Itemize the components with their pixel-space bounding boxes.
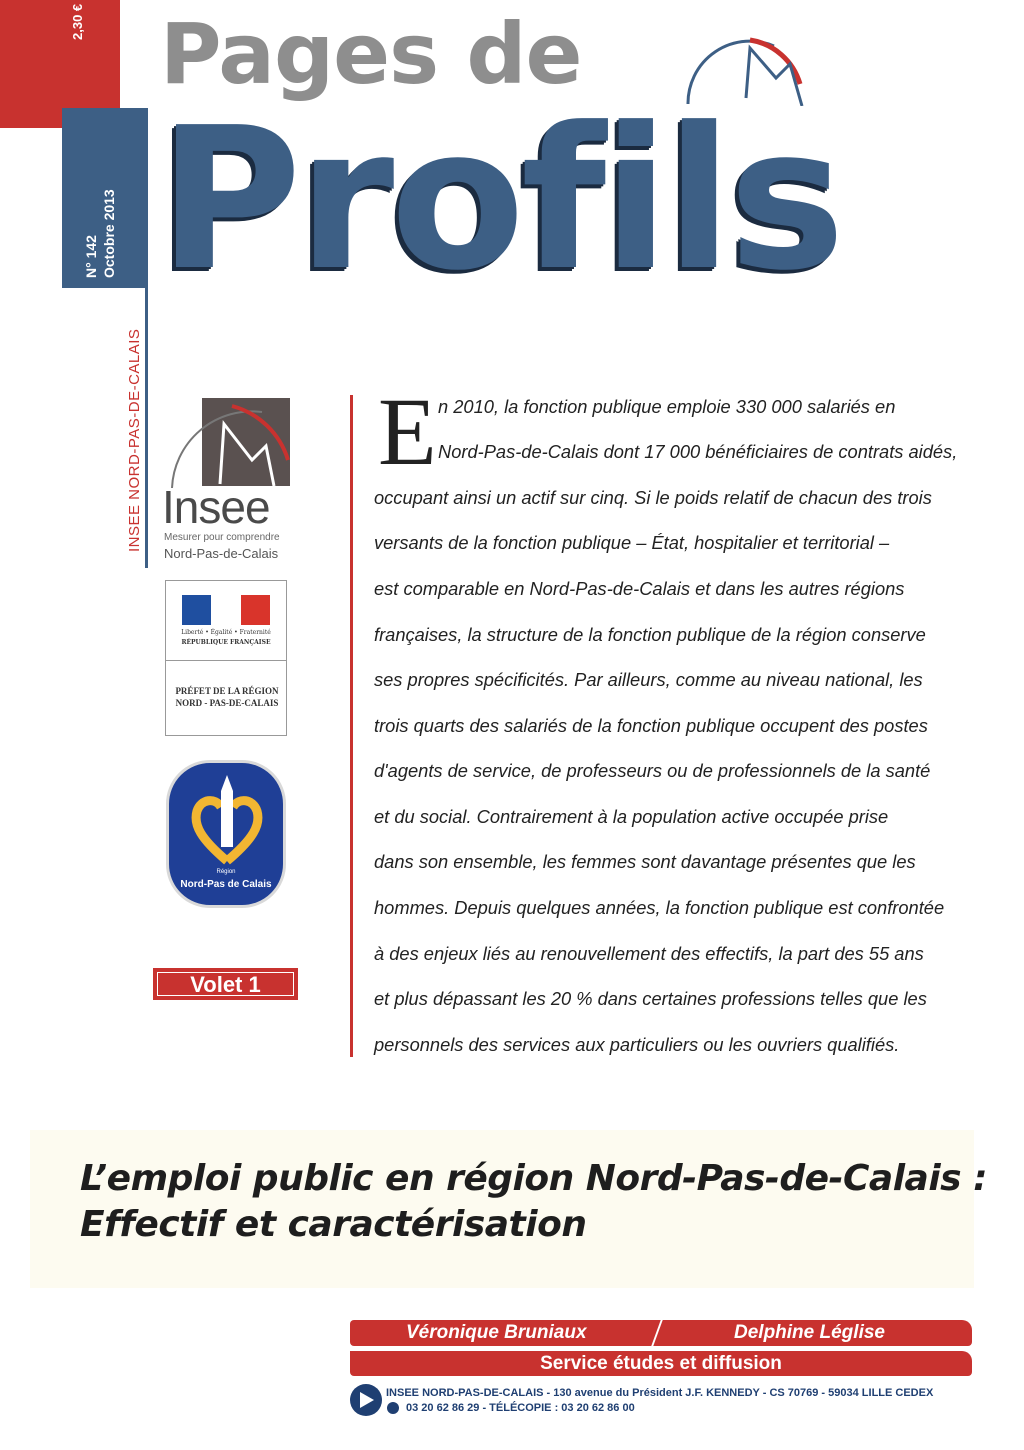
volet-badge [153,968,298,1000]
abstract-line: trois quarts des salariés de la fonction publique occupent des postes [374,715,928,736]
prefet-line2: NORD - PAS-DE-CALAIS [175,698,279,708]
abstract-line: n 2010, la fonction publique emploie 330 000 salariés en [438,396,896,417]
issue-number: N° 142 [83,235,99,278]
volet-label: Volet 1 [157,972,294,996]
prefet-text [168,685,286,709]
service-bar [350,1351,972,1376]
abstract-line: dans son ensemble, les femmes sont davantage présentes que les [374,851,916,872]
belfry-heart-icon [191,773,263,867]
masthead-title: Profils [158,86,842,314]
abstract-line: hommes. Depuis quelques années, la fonction publique est confrontée [374,897,945,918]
insee-region: Nord-Pas-de-Calais [164,546,279,561]
author-1: Véronique Bruniaux [406,1322,587,1343]
dropcap: E [378,378,437,485]
issue-date: Octobre 2013 [101,189,117,278]
abstract-line: et du social. Contrairement à la population active occupée prise [374,806,889,827]
region-small: Région [216,869,236,875]
abstract-line: à des enjeux liés au renouvellement des effectifs, la part des 55 ans [374,943,924,964]
region-logo [166,760,286,908]
abstract-line: ses propres spécificités. Par ailleurs, comme au niveau national, les [374,669,923,690]
abstract-line: et plus dépassant les 20 % dans certaines professions telles que les [374,988,927,1009]
insee-word: Insee [162,481,270,533]
insee-logo [162,398,292,566]
prefet-motto: Liberté • Égalité • Fraternité [181,629,271,636]
prefet-line1: PRÉFET DE LA RÉGION [175,686,279,696]
prefet-logo [165,580,287,736]
author-2: Delphine Léglise [734,1322,885,1343]
author-separator [651,1320,662,1346]
issue-info [82,189,118,278]
masthead-small: Pages de [160,5,582,103]
report-title-line1: L’emploi public en région Nord-Pas-de-Calais : [80,1158,988,1199]
price: 2,30 € [70,3,85,40]
abstract-line: d'agents de service, de professeurs ou de professionnels de la santé [374,760,931,781]
prefet-republic: RÉPUBLIQUE FRANÇAISE [181,639,271,646]
phone-numbers: 03 20 62 86 29 - TÉLÉCOPIE : 03 20 62 86 00 [406,1402,635,1414]
abstract-line: versants de la fonction publique – État, hospitalier et territorial – [374,532,890,553]
abstract-line: occupant ainsi un actif sur cinq. Si le poids relatif de chacun des trois [374,487,932,508]
sidebar-rule [145,108,148,568]
authors-bar [350,1320,972,1346]
abstract-line: Nord-Pas-de-Calais dont 17 000 bénéficiaires de contrats aidés, [438,441,958,462]
marianne-block [166,581,286,661]
insee-tagline: Mesurer pour comprendre [164,532,280,543]
french-flag-icon [182,595,270,625]
abstract-line: françaises, la structure de la fonction publique de la région conserve [374,624,926,645]
service-label: Service études et diffusion [540,1353,782,1374]
abstract-rule [350,395,353,1057]
region-name: Nord-Pas de Calais [180,879,272,890]
abstract-line: est comparable en Nord-Pas-de-Calais et dans les autres régions [374,578,905,599]
publisher-label: INSEE NORD-PAS-DE-CALAIS [126,328,143,552]
arrow-circle-icon [350,1384,382,1416]
insee-arc-logo-icon [684,34,804,106]
report-title-line2: Effectif et caractérisation [80,1204,587,1245]
address: INSEE NORD-PAS-DE-CALAIS - 130 avenue du Président J.F. KENNEDY - CS 70769 - 59034 LILLE CEDEX [386,1387,934,1399]
insee-arc-icon [162,398,292,488]
phone-icon [387,1402,399,1414]
abstract-line: personnels des services aux particuliers ou les ouvriers qualifiés. [374,1034,900,1055]
